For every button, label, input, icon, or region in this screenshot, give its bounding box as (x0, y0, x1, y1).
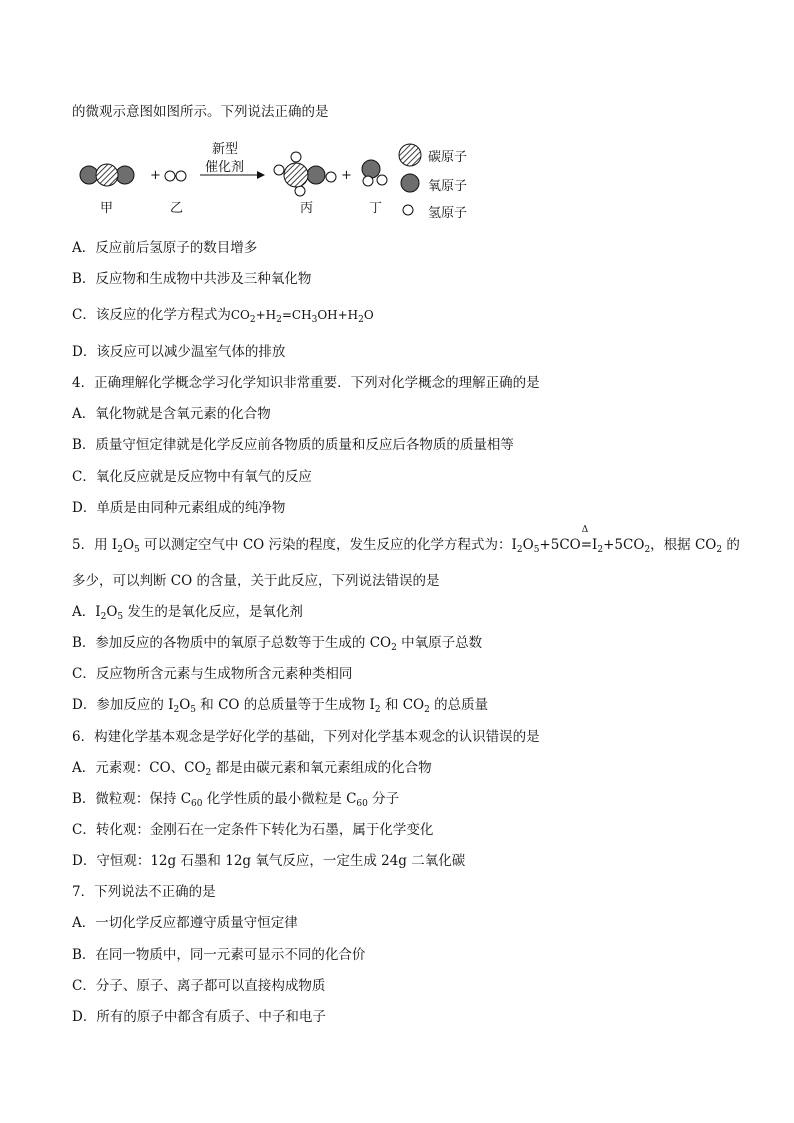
catalyst-label-line2: 催化剂 (205, 160, 245, 175)
sub: 2 (597, 545, 604, 555)
text-part: 都是由碳元素和氧元素组成的化合物 (211, 760, 432, 776)
sub: 5 (117, 612, 124, 622)
eq-part: OH+H (317, 308, 359, 322)
q4-stem: 4．正确理解化学概念学习化学知识非常重要．下列对化学概念的理解正确的是 (72, 375, 540, 391)
q3-option-b: B．反应物和生成物中共涉及三种氧化物 (72, 271, 312, 287)
q7-stem: 7．下列说法不正确的是 (72, 884, 216, 900)
molecule-ch3oh (274, 152, 336, 196)
eq-sub: 2 (276, 315, 282, 325)
text-part: 的 (722, 537, 740, 553)
sub: 2 (117, 545, 123, 555)
q6-option-b (72, 789, 399, 809)
equals-symbol: = (580, 537, 593, 553)
text-part: D．参加反应的 I (72, 697, 174, 713)
q5-stem (72, 525, 740, 555)
label-yi: 乙 (170, 201, 184, 216)
question-intro: 的微观示意图如图所示。下列说法正确的是 (72, 104, 329, 120)
molecule-h2 (165, 171, 186, 181)
text-part: O (522, 537, 534, 553)
legend-hydrogen: 氢原子 (428, 206, 468, 221)
text-part: O (179, 697, 191, 713)
q5-option-d (72, 695, 488, 715)
text-part: A．I (72, 604, 101, 620)
text-part: 和 CO 的总质量等于生成物 I (196, 697, 375, 713)
text-part: A．元素观：CO、CO (72, 760, 206, 776)
q5-option-b (72, 633, 482, 653)
label-bing: 丙 (300, 201, 314, 216)
text-part: ，根据 CO (650, 537, 717, 553)
sub: 2 (205, 768, 212, 778)
eq-part: =CH (281, 308, 312, 322)
q3-equation (230, 308, 374, 325)
legend-oxygen: 氧原子 (428, 179, 468, 194)
q5-option-c: C．反应物所含元素与生成物所含元素种类相同 (72, 666, 353, 682)
q7-option-b: B．在同一物质中，同一元素可显示不同的化合价 (72, 947, 366, 963)
sub: 5 (190, 705, 196, 715)
sub: 2 (716, 545, 723, 555)
q4-option-c: C．氧化反应就是反应物中有氧气的反应 (72, 469, 312, 485)
text-part: 5．用 I (72, 537, 118, 553)
text-part: 化学性质的最小微粒是 C (202, 791, 357, 807)
sub: 60 (191, 799, 203, 809)
q5-option-a (72, 602, 303, 622)
text-part: 和 CO (380, 697, 425, 713)
molecule-h2o (362, 160, 387, 186)
sub: 2 (516, 545, 523, 555)
sub: 2 (644, 545, 651, 555)
sub: 2 (173, 705, 180, 715)
reaction-diagram (0, 0, 794, 230)
q3-option-d: D．该反应可以减少温室气体的排放 (72, 344, 286, 360)
q3-option-c (72, 305, 374, 325)
sub: 2 (391, 643, 397, 653)
molecule-co2 (80, 164, 134, 186)
q4-option-a: A．氧化物就是含氧元素的化合物 (72, 406, 271, 422)
catalyst-label-line1: 新型 (212, 142, 239, 157)
q4-option-b: B．质量守恒定律就是化学反应前各物质的质量和反应后各物质的质量相等 (72, 437, 514, 453)
sub: 2 (424, 705, 430, 715)
eq-sub: 2 (249, 315, 256, 325)
eq-part: O (363, 308, 374, 322)
text-part: 可以测定空气中 CO 污染的程度，发生反应的化学方程式为：I (139, 537, 517, 553)
plus-sign: + (150, 168, 161, 183)
q5-stem-line2: 多少，可以判断 CO 的含量，关于此反应，下列说法错误的是 (72, 573, 440, 589)
q3-option-a: A．反应前后氢原子的数目增多 (72, 240, 258, 256)
plus-sign: + (341, 168, 352, 183)
reaction-diagram-svg (0, 0, 794, 230)
text-part: O (122, 537, 135, 553)
label-ding: 丁 (369, 201, 383, 216)
q3-option-c-text: C．该反应的化学方程式为 (72, 307, 231, 323)
sub: 60 (356, 799, 368, 809)
eq-sub: 3 (311, 315, 318, 325)
eq-part: CO (230, 308, 250, 322)
legend (399, 144, 421, 215)
q6-option-d: D．守恒观：12g 石墨和 12g 氧气反应，一定生成 24g 二氧化碳 (72, 853, 466, 869)
eq-part: +H (255, 308, 277, 322)
q6-option-a (72, 758, 432, 778)
q7-option-a: A．一切化学反应都遵守质量守恒定律 (72, 915, 298, 931)
sub: 2 (100, 612, 107, 622)
q4-option-d: D．单质是由同种元素组成的纯净物 (72, 500, 286, 516)
sub: 5 (533, 545, 540, 555)
text-part: O (106, 604, 118, 620)
sub: 2 (374, 705, 381, 715)
label-jia: 甲 (100, 201, 114, 216)
text-part: I (592, 537, 598, 553)
sub: 5 (134, 545, 140, 555)
delta-symbol: Δ (581, 525, 589, 535)
text-part: 分子 (367, 791, 400, 807)
q7-option-c: C．分子、原子、离子都可以直接构成物质 (72, 978, 326, 994)
text-part: +5CO (539, 537, 581, 553)
text-part: +5CO (603, 537, 645, 553)
text-part: 中氧原子总数 (396, 635, 483, 651)
legend-carbon: 碳原子 (428, 150, 468, 165)
text-part: B．参加反应的各物质中的氧原子总数等于生成的 CO (72, 635, 392, 651)
text-part: 的总质量 (429, 697, 489, 713)
eq-sub: 2 (358, 315, 364, 325)
text-part: 发生的是氧化反应，是氧化剂 (123, 604, 303, 620)
q6-option-c: C．转化观：金刚石在一定条件下转化为石墨，属于化学变化 (72, 822, 434, 838)
q6-stem: 6．构建化学基本观念是学好化学的基础，下列对化学基本观念的认识错误的是 (72, 729, 540, 745)
q7-option-d: D．所有的原子中都含有质子、中子和电子 (72, 1009, 326, 1025)
text-part: B．微粒观：保持 C (72, 791, 192, 807)
heat-equals-sign (580, 525, 593, 555)
